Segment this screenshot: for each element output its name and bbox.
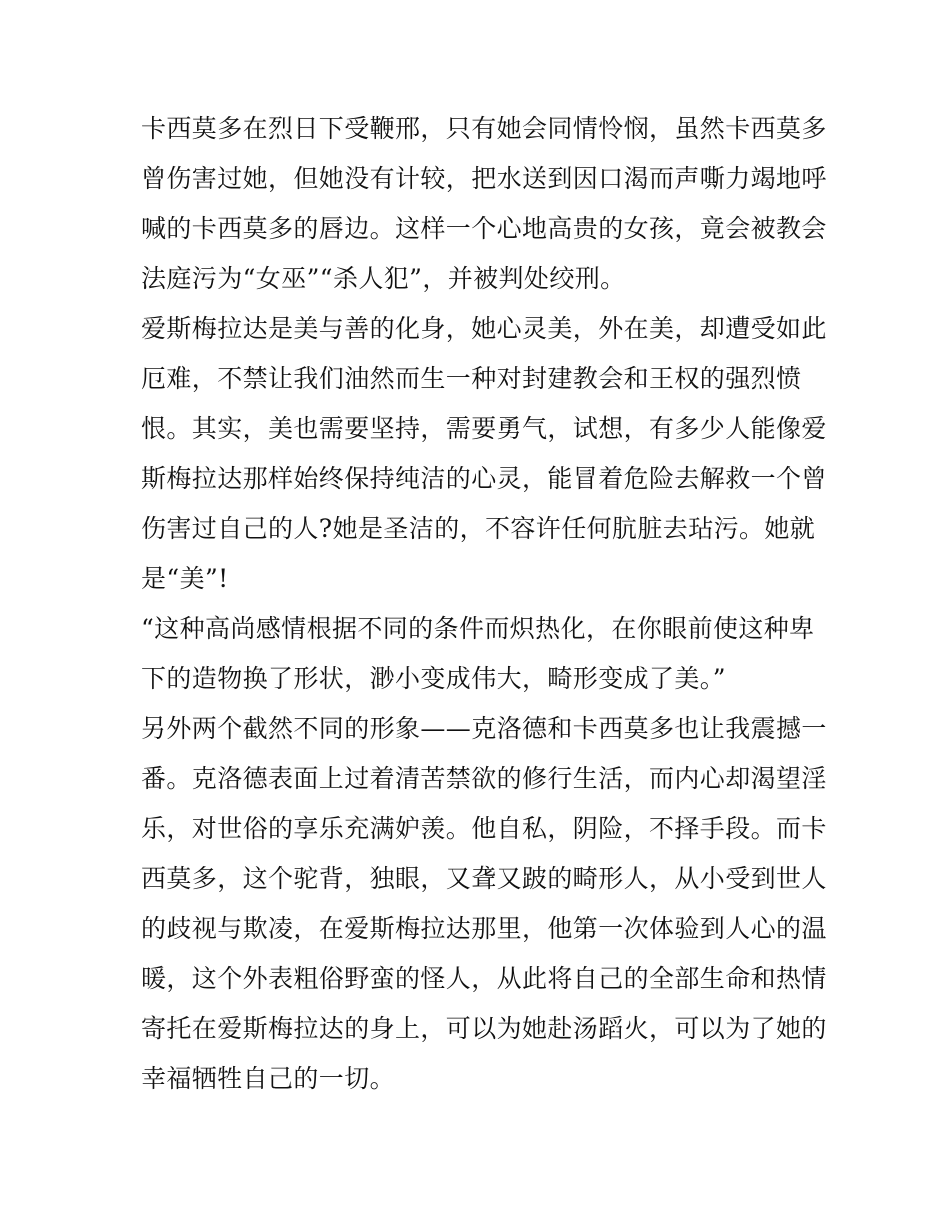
text-line: 乐，对世俗的享乐充满妒羡。他自私，阴险，不择手段。而卡 xyxy=(141,814,827,843)
text-line: 另外两个截然不同的形象——克洛德和卡西莫多也让我震撼一 xyxy=(141,714,827,743)
text-line: 恨。其实，美也需要坚持，需要勇气，试想，有多少人能像爱 xyxy=(141,414,827,443)
text-line: 是“美”! xyxy=(141,564,229,593)
text-line: “这种高尚感情根据不同的条件而炽热化，在你眼前使这种卑 xyxy=(141,614,815,643)
text-line: 的歧视与欺凌，在爱斯梅拉达那里，他第一次体验到人心的温 xyxy=(141,914,827,943)
text-line: 下的造物换了形状，渺小变成伟大，畸形变成了美。” xyxy=(141,664,726,693)
text-line: 西莫多，这个驼背，独眼，又聋又跛的畸形人，从小受到世人 xyxy=(141,864,827,893)
text-line: 番。克洛德表面上过着清苦禁欲的修行生活，而内心却渴望淫 xyxy=(141,764,827,793)
text-line: 幸福牺牲自己的一切。 xyxy=(141,1064,396,1093)
text-line: 暖，这个外表粗俗野蛮的怪人，从此将自己的全部生命和热情 xyxy=(141,964,827,993)
text-line: 寄托在爱斯梅拉达的身上，可以为她赴汤蹈火，可以为了她的 xyxy=(141,1014,827,1043)
text-line: 厄难，不禁让我们油然而生一种对封建教会和王权的强烈愤 xyxy=(141,364,802,393)
text-line: 斯梅拉达那样始终保持纯洁的心灵，能冒着危险去解救一个曾 xyxy=(141,464,827,493)
text-line: 伤害过自己的人?她是圣洁的，不容许任何肮脏去玷污。她就 xyxy=(141,514,816,543)
text-line: 爱斯梅拉达是美与善的化身，她心灵美，外在美，却遭受如此 xyxy=(141,314,827,343)
text-line: 曾伤害过她，但她没有计较，把水送到因口渴而声嘶力竭地呼 xyxy=(141,164,827,193)
text-line: 法庭污为“女巫”“杀人犯”，并被判处绞刑。 xyxy=(141,264,626,293)
text-line: 卡西莫多在烈日下受鞭邢，只有她会同情怜悯，虽然卡西莫多 xyxy=(141,114,827,143)
document-body xyxy=(141,104,827,1104)
text-line: 喊的卡西莫多的唇边。这样一个心地高贵的女孩，竟会被教会 xyxy=(141,214,827,243)
